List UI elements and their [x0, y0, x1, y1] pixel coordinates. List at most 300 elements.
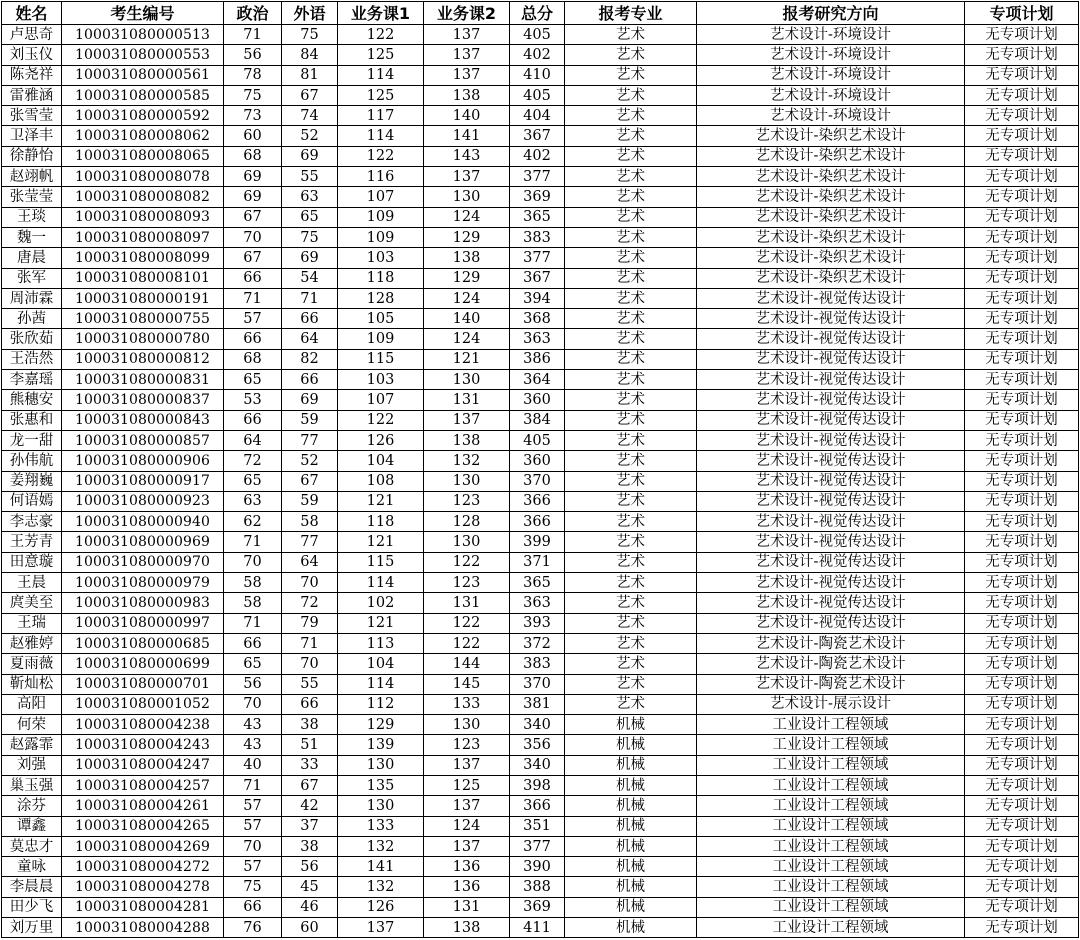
cell-politics: 68: [224, 146, 282, 166]
cell-subject-2: 128: [424, 512, 510, 532]
cell-major: 艺术: [565, 288, 697, 308]
cell-subject-2: 138: [424, 248, 510, 268]
cell-subject-1: 112: [338, 694, 424, 714]
cell-candidate-id: 100031080004265: [62, 816, 224, 836]
cell-total: 363: [510, 593, 565, 613]
cell-major: 艺术: [565, 268, 697, 288]
header-total: 总分: [510, 2, 565, 25]
cell-name: 李晨晨: [2, 877, 62, 897]
admission-score-table: [1, 1, 1079, 938]
cell-foreign-language: 77: [282, 430, 338, 450]
table-row: [2, 836, 1079, 856]
cell-politics: 78: [224, 65, 282, 85]
cell-special-plan: 无专项计划: [965, 207, 1079, 227]
cell-candidate-id: 100031080000906: [62, 451, 224, 471]
cell-name: 姜翔巍: [2, 471, 62, 491]
cell-politics: 56: [224, 674, 282, 694]
cell-special-plan: 无专项计划: [965, 451, 1079, 471]
cell-total: 377: [510, 167, 565, 187]
table-row: [2, 309, 1079, 329]
cell-foreign-language: 52: [282, 451, 338, 471]
cell-name: 王瑞: [2, 613, 62, 633]
cell-candidate-id: 100031080000701: [62, 674, 224, 694]
cell-special-plan: 无专项计划: [965, 491, 1079, 511]
cell-research-direction: 艺术设计-视觉传达设计: [697, 552, 965, 572]
cell-research-direction: 艺术设计-展示设计: [697, 694, 965, 714]
table-row: [2, 735, 1079, 755]
cell-major: 艺术: [565, 512, 697, 532]
cell-total: 366: [510, 796, 565, 816]
cell-total: 384: [510, 410, 565, 430]
cell-total: 377: [510, 248, 565, 268]
cell-special-plan: 无专项计划: [965, 309, 1079, 329]
cell-foreign-language: 45: [282, 877, 338, 897]
cell-subject-1: 139: [338, 735, 424, 755]
header-subject-1: 业务课1: [338, 2, 424, 25]
table-row: [2, 329, 1079, 349]
cell-major: 艺术: [565, 390, 697, 410]
cell-research-direction: 艺术设计-视觉传达设计: [697, 329, 965, 349]
cell-subject-2: 123: [424, 735, 510, 755]
cell-subject-1: 114: [338, 126, 424, 146]
cell-subject-2: 137: [424, 167, 510, 187]
cell-total: 410: [510, 65, 565, 85]
cell-subject-2: 137: [424, 836, 510, 856]
table-row: [2, 25, 1079, 45]
cell-candidate-id: 100031080008062: [62, 126, 224, 146]
cell-total: 383: [510, 227, 565, 247]
cell-subject-1: 116: [338, 167, 424, 187]
cell-candidate-id: 100031080000699: [62, 654, 224, 674]
cell-candidate-id: 100031080004278: [62, 877, 224, 897]
cell-subject-1: 114: [338, 573, 424, 593]
cell-major: 艺术: [565, 65, 697, 85]
table-row: [2, 45, 1079, 65]
cell-candidate-id: 100031080004281: [62, 897, 224, 917]
cell-candidate-id: 100031080008078: [62, 167, 224, 187]
cell-name: 何荣: [2, 715, 62, 735]
cell-special-plan: 无专项计划: [965, 329, 1079, 349]
cell-name: 张惠和: [2, 410, 62, 430]
cell-major: 艺术: [565, 187, 697, 207]
cell-politics: 68: [224, 349, 282, 369]
cell-foreign-language: 69: [282, 146, 338, 166]
cell-name: 童咏: [2, 857, 62, 877]
cell-major: 艺术: [565, 410, 697, 430]
cell-subject-1: 108: [338, 471, 424, 491]
table-row: [2, 187, 1079, 207]
cell-foreign-language: 81: [282, 65, 338, 85]
cell-candidate-id: 100031080000513: [62, 25, 224, 45]
table-row: [2, 796, 1079, 816]
cell-major: 艺术: [565, 633, 697, 653]
cell-politics: 57: [224, 796, 282, 816]
table-body: [2, 25, 1079, 938]
cell-research-direction: 艺术设计-视觉传达设计: [697, 430, 965, 450]
cell-foreign-language: 52: [282, 126, 338, 146]
cell-foreign-language: 42: [282, 796, 338, 816]
cell-subject-2: 137: [424, 25, 510, 45]
cell-major: 艺术: [565, 309, 697, 329]
cell-name: 唐晨: [2, 248, 62, 268]
cell-major: 艺术: [565, 573, 697, 593]
cell-special-plan: 无专项计划: [965, 512, 1079, 532]
table-row: [2, 248, 1079, 268]
cell-subject-2: 136: [424, 857, 510, 877]
cell-major: 机械: [565, 877, 697, 897]
cell-name: 高阳: [2, 694, 62, 714]
cell-name: 庹美至: [2, 593, 62, 613]
cell-subject-1: 118: [338, 512, 424, 532]
cell-name: 卢思奇: [2, 25, 62, 45]
cell-subject-2: 138: [424, 85, 510, 105]
cell-total: 370: [510, 674, 565, 694]
cell-name: 何语嫣: [2, 491, 62, 511]
cell-major: 艺术: [565, 106, 697, 126]
cell-subject-1: 137: [338, 918, 424, 938]
cell-candidate-id: 100031080000940: [62, 512, 224, 532]
table-row: [2, 268, 1079, 288]
cell-candidate-id: 100031080004261: [62, 796, 224, 816]
cell-politics: 56: [224, 45, 282, 65]
cell-candidate-id: 100031080000780: [62, 329, 224, 349]
cell-politics: 76: [224, 918, 282, 938]
cell-politics: 67: [224, 207, 282, 227]
cell-research-direction: 工业设计工程领域: [697, 816, 965, 836]
cell-subject-1: 135: [338, 775, 424, 795]
cell-major: 机械: [565, 897, 697, 917]
header-name: 姓名: [2, 2, 62, 25]
cell-research-direction: 工业设计工程领域: [697, 715, 965, 735]
table-row: [2, 207, 1079, 227]
cell-major: 机械: [565, 857, 697, 877]
cell-research-direction: 艺术设计-陶瓷艺术设计: [697, 674, 965, 694]
cell-politics: 71: [224, 532, 282, 552]
cell-research-direction: 工业设计工程领域: [697, 897, 965, 917]
header-special-plan: 专项计划: [965, 2, 1079, 25]
cell-politics: 66: [224, 268, 282, 288]
cell-politics: 73: [224, 106, 282, 126]
cell-major: 艺术: [565, 532, 697, 552]
cell-name: 莫忠才: [2, 836, 62, 856]
cell-candidate-id: 100031080000592: [62, 106, 224, 126]
cell-name: 涂芬: [2, 796, 62, 816]
cell-subject-1: 104: [338, 654, 424, 674]
cell-subject-1: 128: [338, 288, 424, 308]
header-subject-2: 业务课2: [424, 2, 510, 25]
cell-foreign-language: 67: [282, 471, 338, 491]
table-row: [2, 552, 1079, 572]
cell-candidate-id: 100031080000837: [62, 390, 224, 410]
cell-major: 艺术: [565, 593, 697, 613]
cell-name: 熊穗安: [2, 390, 62, 410]
cell-subject-2: 122: [424, 633, 510, 653]
cell-foreign-language: 82: [282, 349, 338, 369]
cell-subject-1: 102: [338, 593, 424, 613]
cell-major: 艺术: [565, 329, 697, 349]
cell-research-direction: 艺术设计-染织艺术设计: [697, 268, 965, 288]
cell-politics: 71: [224, 288, 282, 308]
cell-total: 393: [510, 613, 565, 633]
cell-research-direction: 艺术设计-视觉传达设计: [697, 288, 965, 308]
cell-politics: 70: [224, 227, 282, 247]
cell-major: 艺术: [565, 85, 697, 105]
cell-name: 王芳青: [2, 532, 62, 552]
cell-subject-1: 109: [338, 227, 424, 247]
cell-research-direction: 艺术设计-视觉传达设计: [697, 491, 965, 511]
cell-subject-2: 137: [424, 45, 510, 65]
cell-subject-1: 141: [338, 857, 424, 877]
cell-name: 李嘉瑶: [2, 370, 62, 390]
cell-candidate-id: 100031080008093: [62, 207, 224, 227]
cell-candidate-id: 100031080000685: [62, 633, 224, 653]
cell-name: 靳灿松: [2, 674, 62, 694]
cell-major: 艺术: [565, 552, 697, 572]
cell-name: 李志豪: [2, 512, 62, 532]
cell-research-direction: 艺术设计-视觉传达设计: [697, 573, 965, 593]
cell-politics: 57: [224, 816, 282, 836]
cell-subject-1: 107: [338, 390, 424, 410]
cell-foreign-language: 66: [282, 309, 338, 329]
cell-major: 艺术: [565, 45, 697, 65]
cell-subject-2: 141: [424, 126, 510, 146]
cell-research-direction: 工业设计工程领域: [697, 836, 965, 856]
cell-subject-1: 115: [338, 349, 424, 369]
cell-subject-2: 124: [424, 816, 510, 836]
cell-subject-2: 130: [424, 715, 510, 735]
cell-subject-2: 130: [424, 532, 510, 552]
table-row: [2, 451, 1079, 471]
cell-foreign-language: 72: [282, 593, 338, 613]
cell-total: 366: [510, 491, 565, 511]
cell-research-direction: 艺术设计-视觉传达设计: [697, 390, 965, 410]
cell-special-plan: 无专项计划: [965, 593, 1079, 613]
cell-name: 王晨: [2, 573, 62, 593]
table-row: [2, 674, 1079, 694]
cell-special-plan: 无专项计划: [965, 288, 1079, 308]
table-row: [2, 85, 1079, 105]
cell-research-direction: 艺术设计-染织艺术设计: [697, 227, 965, 247]
cell-foreign-language: 67: [282, 85, 338, 105]
table-row: [2, 126, 1079, 146]
cell-subject-1: 125: [338, 85, 424, 105]
cell-candidate-id: 100031080004269: [62, 836, 224, 856]
cell-foreign-language: 54: [282, 268, 338, 288]
cell-total: 372: [510, 633, 565, 653]
cell-special-plan: 无专项计划: [965, 755, 1079, 775]
cell-major: 艺术: [565, 25, 697, 45]
cell-major: 艺术: [565, 370, 697, 390]
cell-candidate-id: 100031080000857: [62, 430, 224, 450]
cell-research-direction: 艺术设计-视觉传达设计: [697, 512, 965, 532]
cell-total: 411: [510, 918, 565, 938]
cell-subject-2: 124: [424, 329, 510, 349]
cell-total: 405: [510, 25, 565, 45]
cell-subject-1: 103: [338, 370, 424, 390]
cell-major: 机械: [565, 918, 697, 938]
cell-total: 398: [510, 775, 565, 795]
cell-total: 360: [510, 390, 565, 410]
cell-special-plan: 无专项计划: [965, 633, 1079, 653]
cell-candidate-id: 100031080000561: [62, 65, 224, 85]
cell-foreign-language: 37: [282, 816, 338, 836]
cell-special-plan: 无专项计划: [965, 167, 1079, 187]
cell-research-direction: 工业设计工程领域: [697, 857, 965, 877]
cell-subject-2: 132: [424, 451, 510, 471]
cell-major: 艺术: [565, 694, 697, 714]
cell-subject-2: 124: [424, 207, 510, 227]
cell-foreign-language: 59: [282, 410, 338, 430]
cell-research-direction: 工业设计工程领域: [697, 877, 965, 897]
cell-subject-1: 121: [338, 613, 424, 633]
cell-special-plan: 无专项计划: [965, 106, 1079, 126]
cell-name: 田意璇: [2, 552, 62, 572]
cell-major: 艺术: [565, 613, 697, 633]
cell-major: 机械: [565, 816, 697, 836]
cell-total: 356: [510, 735, 565, 755]
cell-subject-2: 122: [424, 552, 510, 572]
cell-major: 艺术: [565, 126, 697, 146]
cell-research-direction: 艺术设计-视觉传达设计: [697, 410, 965, 430]
table-row: [2, 816, 1079, 836]
cell-candidate-id: 100031080000843: [62, 410, 224, 430]
cell-foreign-language: 77: [282, 532, 338, 552]
cell-subject-1: 118: [338, 268, 424, 288]
cell-politics: 69: [224, 167, 282, 187]
table-row: [2, 471, 1079, 491]
cell-foreign-language: 75: [282, 227, 338, 247]
cell-foreign-language: 46: [282, 897, 338, 917]
cell-name: 赵露霏: [2, 735, 62, 755]
cell-total: 363: [510, 329, 565, 349]
cell-research-direction: 艺术设计-视觉传达设计: [697, 309, 965, 329]
cell-subject-2: 140: [424, 106, 510, 126]
cell-special-plan: 无专项计划: [965, 816, 1079, 836]
table-row: [2, 227, 1079, 247]
cell-total: 381: [510, 694, 565, 714]
table-row: [2, 430, 1079, 450]
cell-total: 365: [510, 573, 565, 593]
cell-total: 388: [510, 877, 565, 897]
cell-subject-1: 109: [338, 329, 424, 349]
cell-subject-2: 123: [424, 491, 510, 511]
cell-politics: 43: [224, 735, 282, 755]
cell-subject-1: 122: [338, 146, 424, 166]
cell-politics: 60: [224, 126, 282, 146]
cell-special-plan: 无专项计划: [965, 735, 1079, 755]
cell-total: 368: [510, 309, 565, 329]
table-row: [2, 654, 1079, 674]
cell-candidate-id: 100031080004243: [62, 735, 224, 755]
cell-candidate-id: 100031080000553: [62, 45, 224, 65]
cell-research-direction: 艺术设计-视觉传达设计: [697, 451, 965, 471]
cell-major: 艺术: [565, 207, 697, 227]
cell-total: 369: [510, 187, 565, 207]
cell-research-direction: 艺术设计-环境设计: [697, 85, 965, 105]
cell-foreign-language: 70: [282, 573, 338, 593]
cell-major: 艺术: [565, 471, 697, 491]
cell-total: 390: [510, 857, 565, 877]
cell-politics: 66: [224, 633, 282, 653]
cell-special-plan: 无专项计划: [965, 715, 1079, 735]
table-row: [2, 755, 1079, 775]
cell-politics: 63: [224, 491, 282, 511]
cell-special-plan: 无专项计划: [965, 65, 1079, 85]
cell-candidate-id: 100031080008099: [62, 248, 224, 268]
cell-politics: 62: [224, 512, 282, 532]
cell-research-direction: 艺术设计-视觉传达设计: [697, 532, 965, 552]
cell-subject-2: 130: [424, 471, 510, 491]
cell-subject-1: 115: [338, 552, 424, 572]
cell-research-direction: 艺术设计-环境设计: [697, 45, 965, 65]
cell-candidate-id: 100031080000979: [62, 573, 224, 593]
cell-special-plan: 无专项计划: [965, 85, 1079, 105]
cell-name: 雷雅涵: [2, 85, 62, 105]
cell-subject-1: 130: [338, 755, 424, 775]
cell-candidate-id: 100031080008082: [62, 187, 224, 207]
cell-major: 机械: [565, 796, 697, 816]
cell-major: 艺术: [565, 167, 697, 187]
table-row: [2, 775, 1079, 795]
cell-politics: 70: [224, 836, 282, 856]
cell-politics: 43: [224, 715, 282, 735]
cell-special-plan: 无专项计划: [965, 552, 1079, 572]
cell-total: 386: [510, 349, 565, 369]
cell-candidate-id: 100031080000997: [62, 613, 224, 633]
cell-special-plan: 无专项计划: [965, 45, 1079, 65]
header-candidate-id: 考生编号: [62, 2, 224, 25]
cell-candidate-id: 100031080000970: [62, 552, 224, 572]
cell-major: 艺术: [565, 674, 697, 694]
header-row: [2, 2, 1079, 25]
cell-total: 364: [510, 370, 565, 390]
cell-research-direction: 工业设计工程领域: [697, 918, 965, 938]
cell-total: 394: [510, 288, 565, 308]
cell-total: 377: [510, 836, 565, 856]
cell-total: 404: [510, 106, 565, 126]
cell-special-plan: 无专项计划: [965, 573, 1079, 593]
cell-special-plan: 无专项计划: [965, 268, 1079, 288]
cell-candidate-id: 100031080004238: [62, 715, 224, 735]
cell-foreign-language: 56: [282, 857, 338, 877]
cell-foreign-language: 38: [282, 715, 338, 735]
cell-major: 机械: [565, 775, 697, 795]
cell-politics: 72: [224, 451, 282, 471]
cell-research-direction: 工业设计工程领域: [697, 735, 965, 755]
cell-foreign-language: 59: [282, 491, 338, 511]
cell-politics: 58: [224, 593, 282, 613]
cell-politics: 71: [224, 25, 282, 45]
cell-candidate-id: 100031080008065: [62, 146, 224, 166]
table-row: [2, 918, 1079, 938]
cell-candidate-id: 100031080000191: [62, 288, 224, 308]
cell-politics: 70: [224, 694, 282, 714]
cell-politics: 67: [224, 248, 282, 268]
cell-name: 龙一甜: [2, 430, 62, 450]
cell-foreign-language: 71: [282, 633, 338, 653]
cell-subject-2: 136: [424, 877, 510, 897]
table-row: [2, 633, 1079, 653]
cell-name: 赵雅婷: [2, 633, 62, 653]
cell-total: 405: [510, 430, 565, 450]
table-row: [2, 390, 1079, 410]
cell-politics: 65: [224, 654, 282, 674]
table-row: [2, 491, 1079, 511]
cell-special-plan: 无专项计划: [965, 836, 1079, 856]
cell-name: 徐静怡: [2, 146, 62, 166]
cell-candidate-id: 100031080000969: [62, 532, 224, 552]
cell-candidate-id: 100031080000585: [62, 85, 224, 105]
